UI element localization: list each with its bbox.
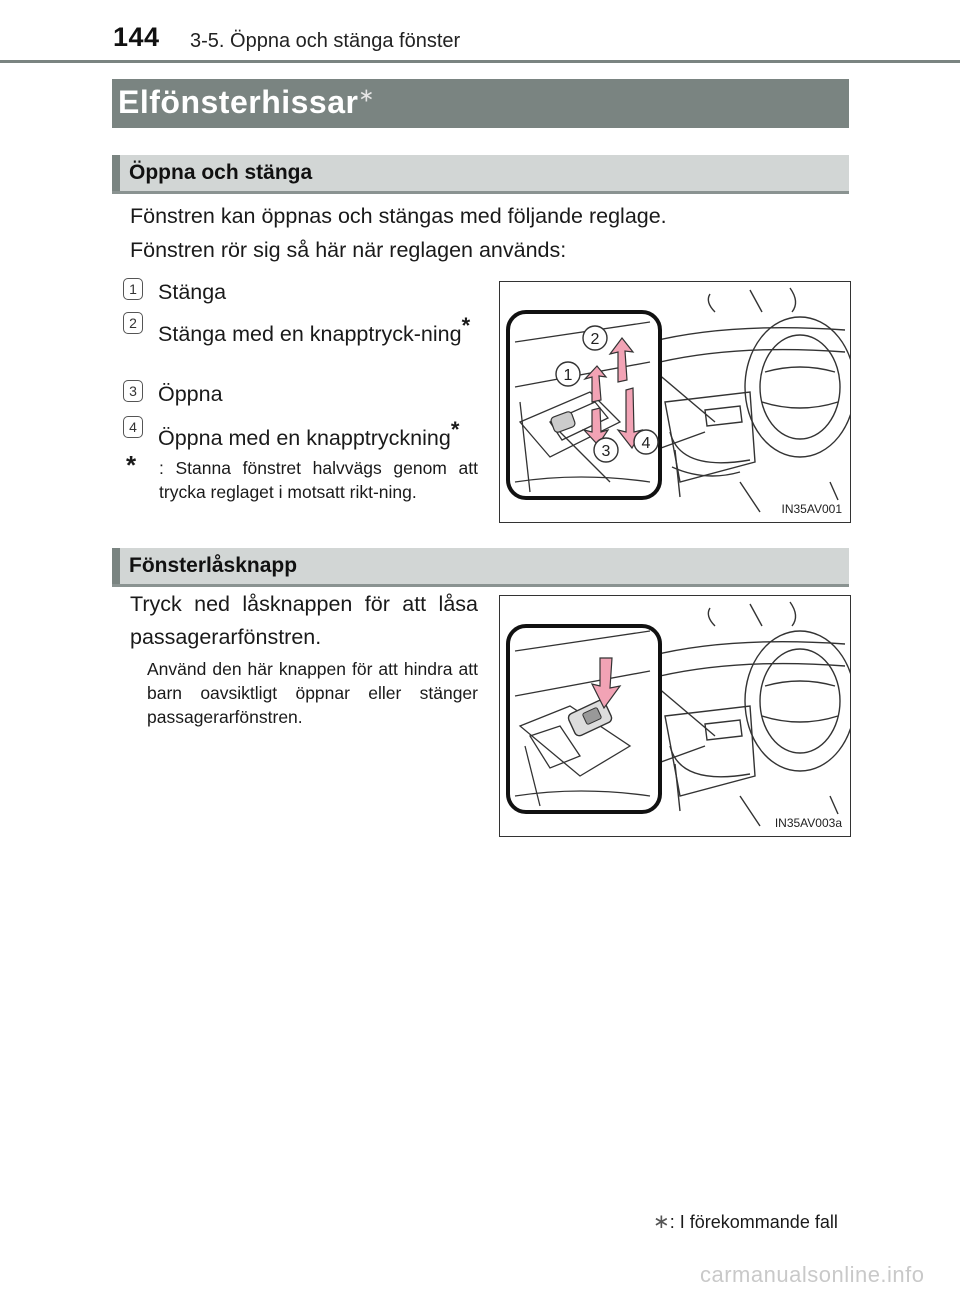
figure-window-switch	[499, 281, 851, 523]
subhead-open-close	[112, 155, 849, 194]
page-header	[0, 0, 960, 62]
footnote-mark: ∗	[653, 1211, 670, 1233]
header-rule	[0, 60, 960, 63]
item-text	[158, 310, 478, 350]
footnote	[653, 1209, 838, 1234]
item-text: Stänga	[158, 280, 227, 304]
page-title	[118, 84, 375, 121]
figure-label: 2	[590, 331, 600, 348]
figure-code: IN35AV003a	[774, 816, 842, 830]
dashboard-illustration	[500, 596, 850, 836]
subhead-text: Öppna och stänga	[129, 161, 313, 184]
item-star: *	[450, 417, 460, 442]
subhead-window-lock	[112, 548, 849, 587]
item-number: 1	[123, 278, 143, 300]
item-star: *	[461, 313, 471, 338]
footnote-text: : I förekommande fall	[669, 1212, 838, 1232]
item-text-label: Stänga med en knapptryck-ning	[158, 322, 462, 347]
note-mark: *	[126, 450, 137, 480]
figure-label: 1	[563, 367, 573, 384]
title-mark: ∗	[358, 85, 375, 107]
note-text: : Stanna fönstret halvvägs genom att trycka reglaget i motsatt rikt-ning.	[159, 458, 478, 502]
item-number: 4	[123, 416, 143, 438]
item-text-label: Öppna med en knapptryckning	[158, 426, 451, 451]
item-text	[158, 414, 478, 454]
item-text: Öppna	[158, 382, 223, 406]
subhead-tab	[112, 155, 120, 191]
item-number: 2	[123, 312, 143, 334]
watermark: carmanualsonline.info	[700, 1262, 925, 1287]
subhead-tab	[112, 548, 120, 584]
page-number: 144	[113, 22, 160, 52]
page-title-text: Elfönsterhissar	[118, 84, 359, 120]
subhead-text: Fönsterlåsknapp	[129, 554, 298, 577]
figure-label: 4	[641, 435, 651, 452]
figure-code: IN35AV001	[781, 502, 842, 516]
intro-paragraph-2: Fönstren rör sig så här när reglagen används:	[130, 238, 567, 262]
lock-paragraph: Tryck ned låsknappen för att låsa passagerarfönstren.	[130, 592, 478, 649]
section-label: 3-5. Öppna och stänga fönster	[190, 30, 461, 52]
intro-paragraph-1: Fönstren kan öppnas och stängas med följande reglage.	[130, 204, 667, 228]
lock-subparagraph: Använd den här knappen för att hindra att barn oavsiktligt öppnar eller stänger passagerarfönstren.	[147, 659, 478, 727]
dashboard-illustration	[500, 282, 850, 522]
figure-label: 3	[601, 443, 611, 460]
item-number: 3	[123, 380, 143, 402]
figure-lock-switch	[499, 595, 851, 837]
